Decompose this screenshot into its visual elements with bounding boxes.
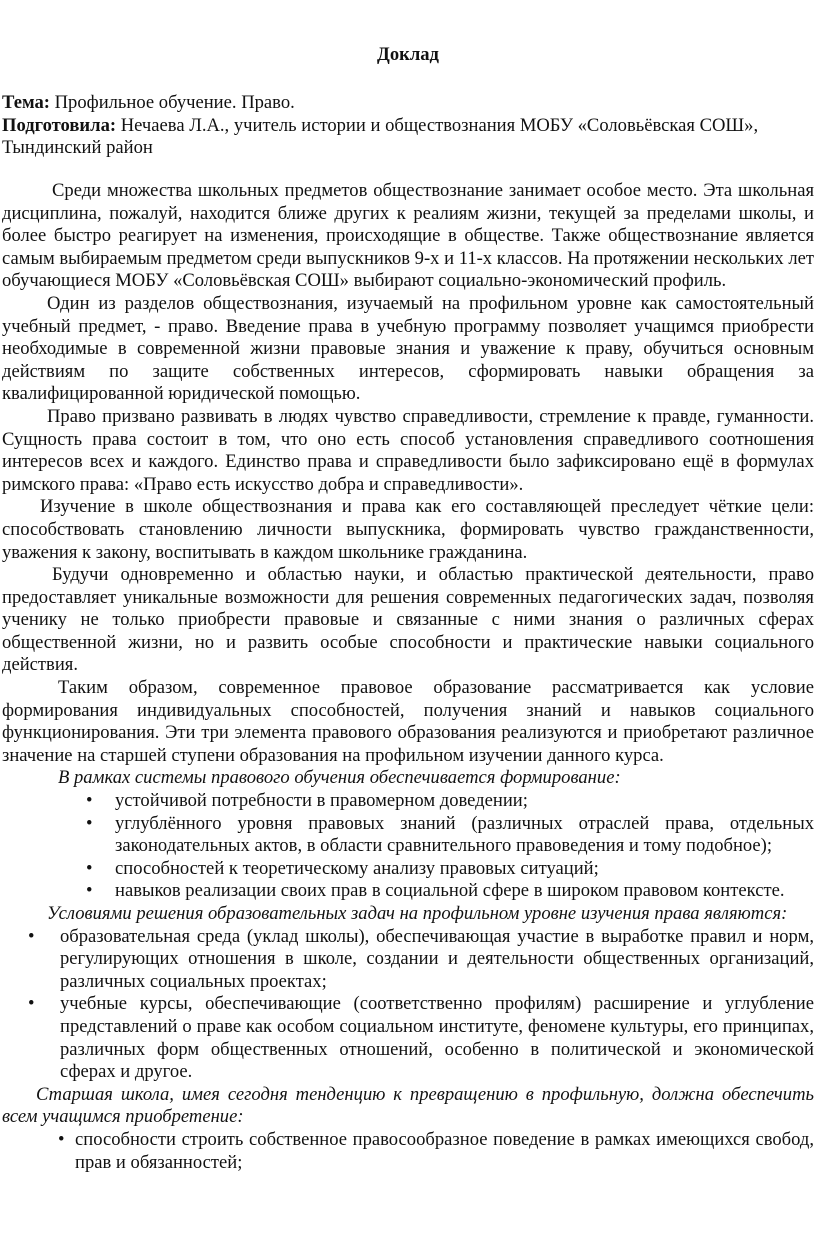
section2-list xyxy=(2,926,814,1084)
document-meta xyxy=(2,92,814,160)
list-item: • углублённого уровня правовых знаний (различных отраслей права, отдельных законодательных актов, в области сравнительного правоведения и тому подобное); xyxy=(2,813,814,858)
topic-label: Тема: xyxy=(2,92,50,113)
author-line xyxy=(2,115,814,160)
topic-line xyxy=(2,92,814,115)
section2-lead: Условиями решения образовательных задач на профильном уровне изучения права являются: xyxy=(47,903,788,924)
list-item: • способностей к теоретическому анализу правовых ситуаций; xyxy=(2,858,814,881)
list-item: • способности строить собственное правосообразное поведение в рамках имеющихся свобод, прав и обязанностей; xyxy=(2,1129,814,1174)
paragraph: Изучение в школе обществознания и права как его составляющей преследует чёткие цели: способствовать становлению личности выпускника, формировать чувство гражданственности, уважения к закону, воспитывать в каждом школьнике гражданина. xyxy=(2,496,814,563)
section3-lead: Старшая школа, имея сегодня тенденцию к превращению в профильную, должна обеспечить всем учащимся приобретение: xyxy=(2,1083,814,1128)
document-title: Доклад xyxy=(377,44,439,65)
paragraph: Таким образом, современное правовое образование рассматривается как условие формирования индивидуальных способностей, получения знаний и навыков социального функционирования. Эти три элемента правового образования реализуются и приобретают различное значение на старшей ступени образования на профильном изучении данного курса. xyxy=(2,677,814,766)
author-label: Подготовила: xyxy=(2,114,117,136)
author-value: Нечаева Л.А., учитель истории и обществознания МОБУ «Соловьёвская СОШ», Тындинский район xyxy=(2,114,759,159)
list-item: • навыков реализации своих прав в социальной сфере в широком правовом контексте. xyxy=(2,880,814,903)
paragraph: Право призвано развивать в людях чувство справедливости, стремление к правде, гуманности. Сущность права состоит в том, что оно есть способ установления справедливого соотношения интересов всех и каждого. Единство права и справедливости было зафиксировано ещё в формулах римского права: «Право есть искусство добра и справедливости». xyxy=(2,405,814,495)
list-item: • устойчивой потребности в правомерном доведении; xyxy=(2,790,814,813)
section1-lead: В рамках системы правового обучения обеспечивается формирование: xyxy=(58,767,621,789)
paragraph: Один из разделов обществознания, изучаемый на профильном уровне как самостоятельный учебный предмет, - право. Введение права в учебную программу позволяет учащимся приобрести необходимые в современной жизни правовые знания и уважение к праву, обучиться основным действиям по защите собственных интересов, сформировать навыки обращения за квалифицированной юридической помощью. xyxy=(2,292,814,405)
section3-list xyxy=(2,1129,814,1174)
paragraph: Среди множества школьных предметов обществознание занимает особое место. Эта школьная дисциплина, пожалуй, находится ближе других к реалиям жизни, текущей за пределами школы, и более быстро реагирует на изменения, происходящие в обществе. Также обществознание является самым выбираемым предметом среди выпускников 9-х и 11-х классов. На протяжении нескольких лет обучающиеся МОБУ «Соловьёвская СОШ» выбирают социально-экономический профиль. xyxy=(2,180,815,292)
section1-list xyxy=(2,790,814,903)
list-item: • образовательная среда (уклад школы), обеспечивающая участие в выработке правил и норм, регулирующих отношения в школе, создании и деятельности общественных организаций, различных социальных проектах; xyxy=(2,926,814,994)
list-item: • учебные курсы, обеспечивающие (соответственно профилям) расширение и углубление представлений о праве как особом социальном институте, феномене культуры, его принципах, различных форм общественных отношений, особенно в политической и экономической сферах и другое. xyxy=(2,993,814,1083)
paragraph: Будучи одновременно и областью науки, и областью практической деятельности, право предоставляет уникальные возможности для решения современных педагогических задач, позволяя ученику не только приобрести правовые и связанные с ними знания о различных сферах общественной жизни, но и развить особые способности и практические навыки социального действия. xyxy=(2,564,814,676)
topic-value: Профильное обучение. Право. xyxy=(49,92,295,113)
document-body xyxy=(2,180,814,1174)
